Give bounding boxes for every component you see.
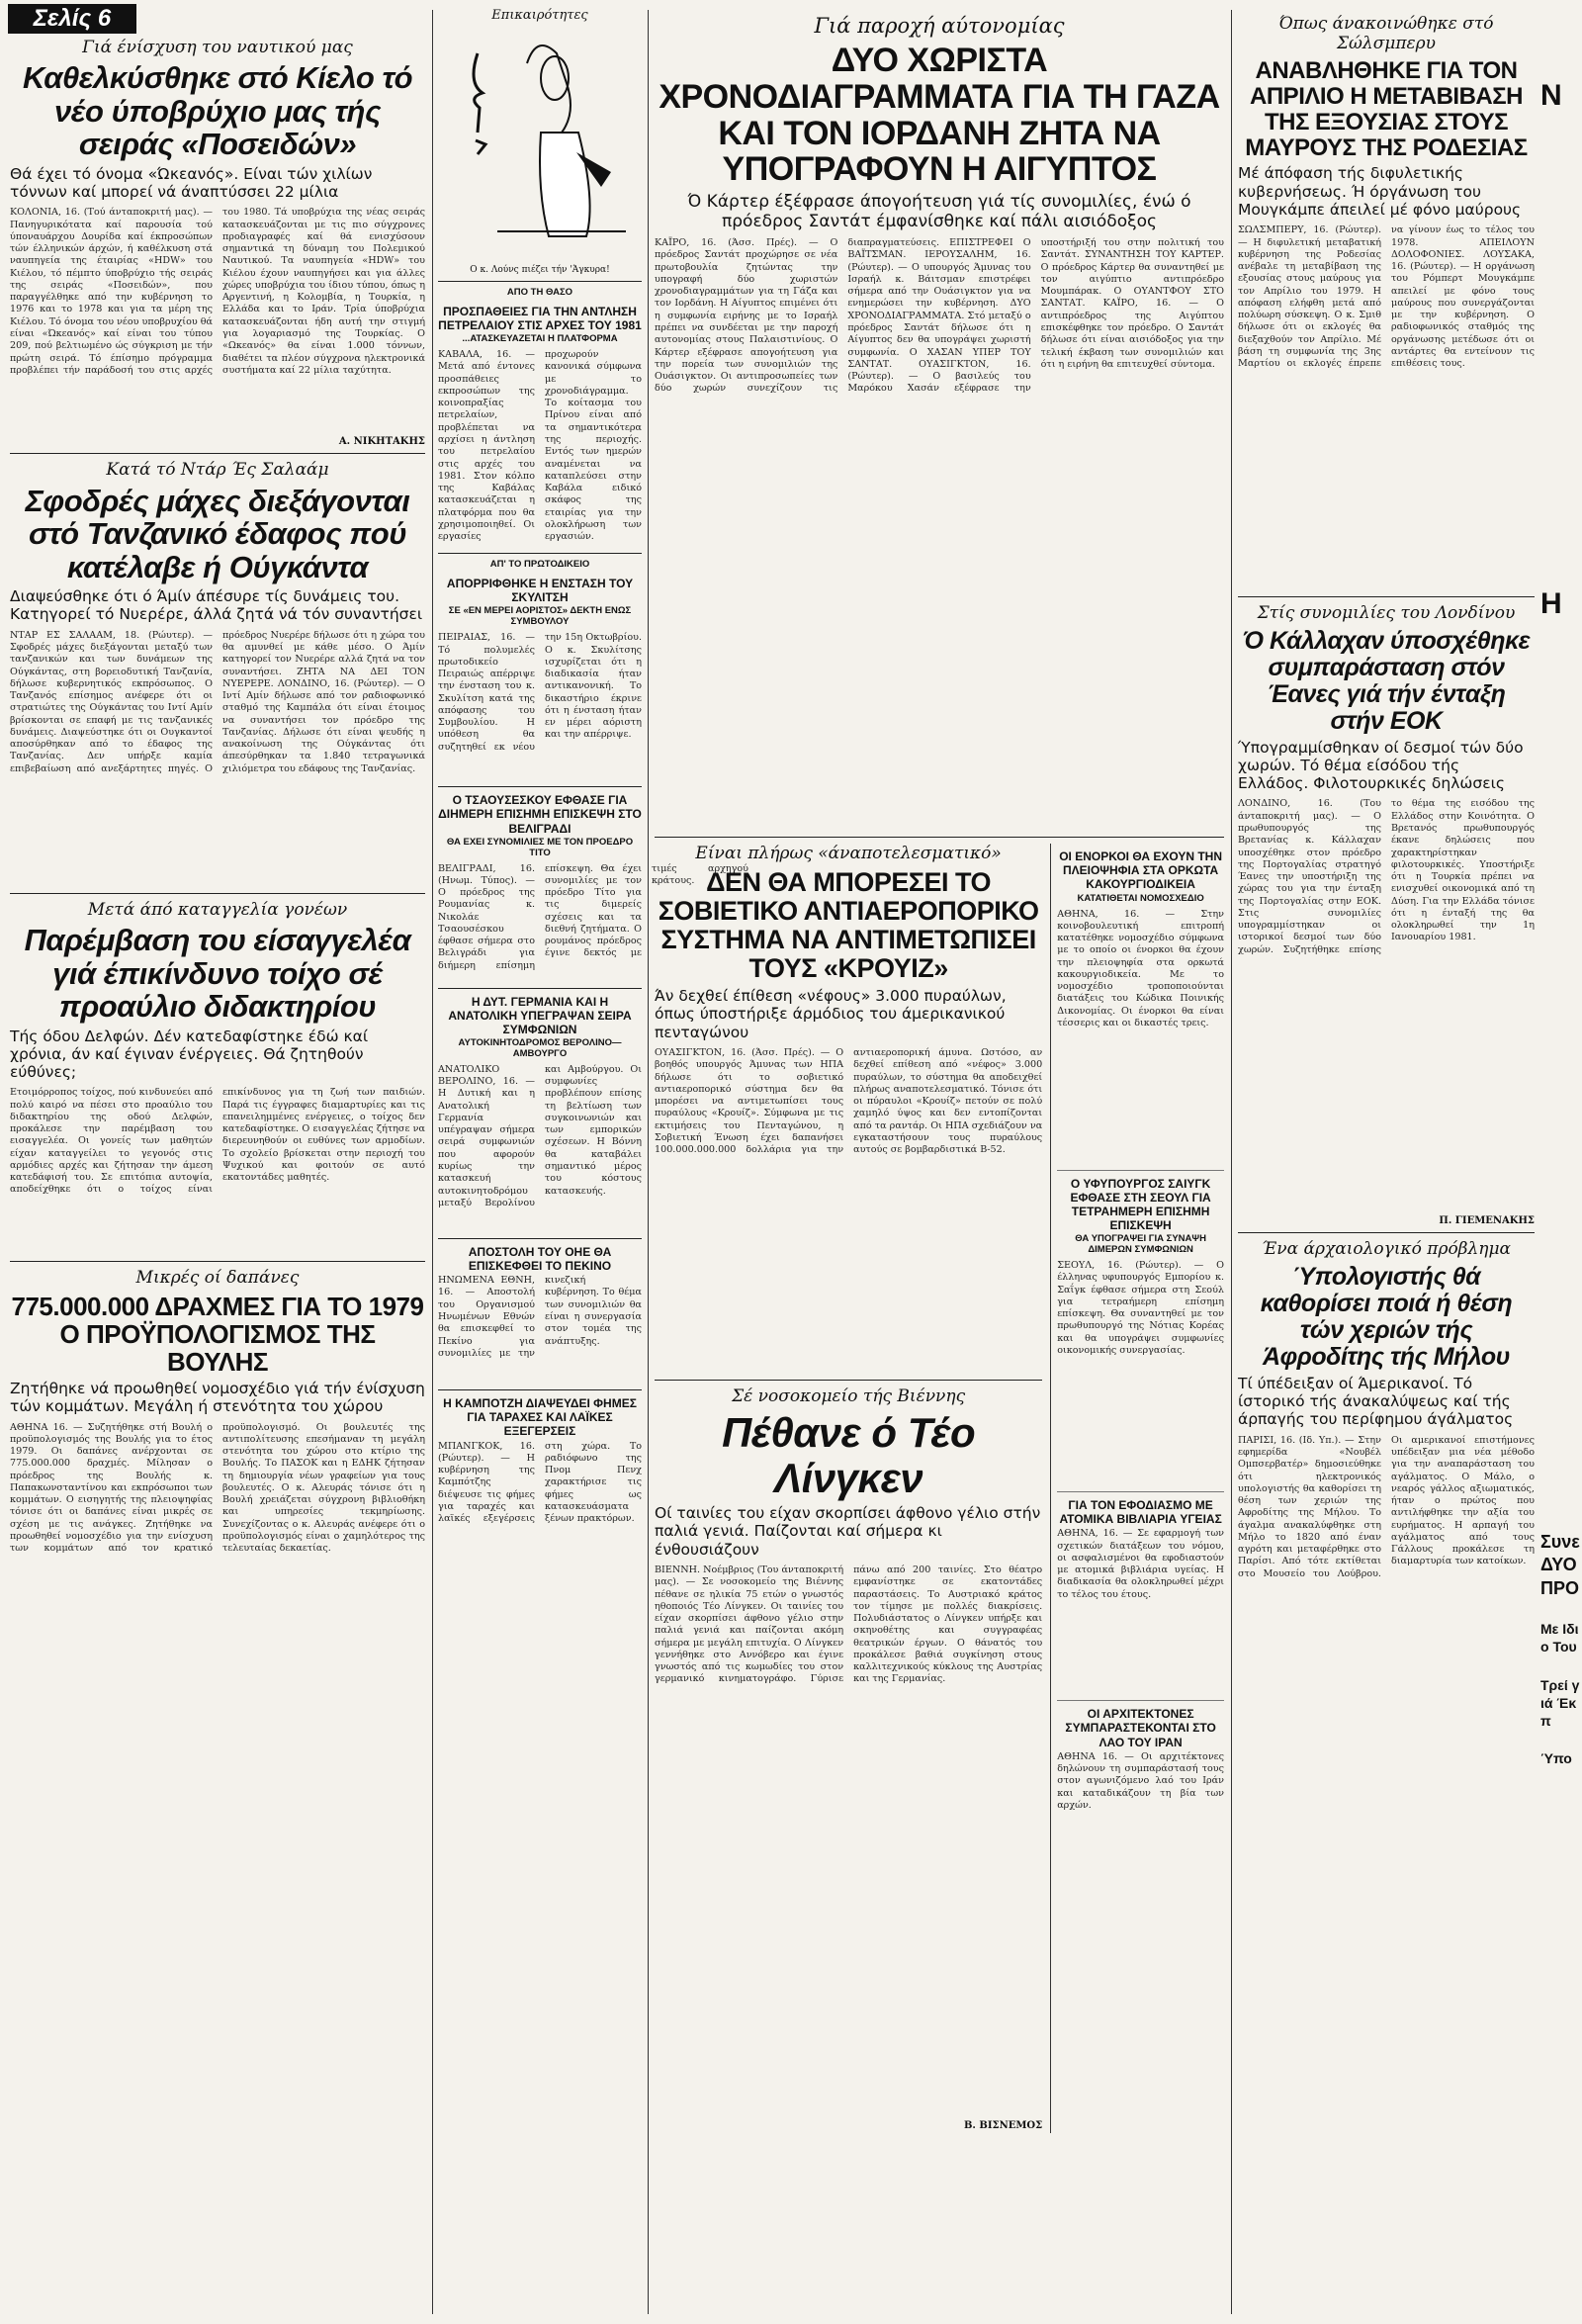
kicker: Είναι πλήρως «άναποτελεσματικό» — [695, 844, 1002, 864]
column-1 — [10, 38, 425, 2312]
fragment: Τρεί γιά Έκπ — [1540, 1676, 1580, 1729]
article-gaza-jordan — [655, 14, 1224, 831]
brief-body: ΑΝΑΤΟΛΙΚΟ ΒΕΡΟΛΙΝΟ, 16. — Η Δυτική και η Ανατολική Γερμανία υπέγραψαν σήμερα σειρά συμφωνιών που αφορούν κυρίως την κατασκευή αυτοκινητοδρόμου μεταξύ Βερολίνου και Αμβούργου. Οι συμφωνίες προβλέπουν επίσης τη βελτίωση των συγκοινωνιών και των εμπορικών σχέσεων. Η Βόννη θα καταβάλει σημαντικό μέρος του κόστους κατασκευής. — [438, 1063, 642, 1208]
divider — [438, 988, 642, 989]
byline: Α. ΝΙΚΗΤΑΚΗΣ — [338, 436, 425, 448]
brief-headline: ΑΠΟΡΡΙΦΘΗΚΕ Η ΕΝΣΤΑΣΗ ΤΟΥ ΣΚΥΛΙΤΣΗ — [446, 577, 634, 605]
article-tanzania — [10, 460, 425, 886]
fragment: Ύπο — [1540, 1750, 1572, 1767]
article-body: ΟΥΑΣΙΓΚΤΟΝ, 16. (Άσσ. Πρές). — Ο βοηθός υπουργός Άμυνας των ΗΠΑ δήλωσε ότι το σοβιετικό αντιαεροπορικό σύστημα δεν θα μπορέσει να αντιμετωπίσει τους πυραύλους «Κρουίζ». Σύμφωνα με τις εκτιμήσεις του Πενταγώνου, η Σοβιετική Ένωση έχει δαπανήσει 100.000.000.000 δολλάρια για την αντιαεροπορική άμυνα. Ωστόσο, αν δεχθεί επίθεση από «νέφος» 3.000 πυραύλων, το σύστημα θα αποδειχθεί πλήρως αναποτελεσματικό. Τόνισε ότι οι πύραυλοι «Κρουίζ» πετούν σε πολύ χαμηλό ύψος και δεν εντοπίζονται από τα ραντάρ. Οι ΗΠΑ σχεδιάζουν να εγκαταστήσουν τους πυραύλους αυτούς σε βομβαρδιστικά Β-52. — [655, 1047, 1043, 1156]
divider — [655, 837, 1224, 838]
brief-body: ΜΠΑΝΓΚΟΚ, 16. (Ρώυτερ). — Η κυβέρνηση της Καμπότζης διέψευσε τις φήμες για ταραχές και λαϊκές εξεγέρσεις στη χώρα. Το ραδιόφωνο της Πνομ Πενχ χαρακτήρισε τις φήμες ως κατασκευάσματα ξένων πρακτόρων. — [438, 1440, 642, 1525]
article-body: ΝΤΑΡ ΕΣ ΣΑΛΑΑΜ, 18. (Ρώυτερ). — Σφοδρές μάχες διεξάγονται μεταξύ των τανζανικών και των δυνάμεων της Ούγκάντας, στη βορειοδυτική Τανζανία, δήλωσε κυβερνητικός εκπρόσωπος. Ο Τανζανός επίσημος ανέφερε ότι οι στρατιώτες της Ούγκάντας του Ιντί Αμίν βρίσκονται σε επαφή με τις τανζανικές δυνάμεις. Διαψεύστηκε ότι οι Ουγκαντοί αποσύρθηκαν από το έδαφος της Τανζανίας. Δεν υπήρξε καμία επιβεβαίωση από ανεξάρτητες πηγές. Ο πρόεδρος Νυερέρε δήλωσε ότι η χώρα του θα αμυνθεί με κάθε μέσο. Ο Άμίν κατηγορεί τον Νυερέρε αλλά ζητά να τον συναντήσει. ΖΗΤΑ ΝΑ ΔΕΙ ΤΟΝ ΝΥΕΡΕΡΕ. ΛΟΝΔΙΝΟ, 16. (Ρώυτερ). — Ο Ιντί Αμίν δήλωσε από τον ραδιοφωνικό σταθμό της Καμπάλα ότι είναι έτοιμος να συναντήσει τον πρόεδρο της Τανζανίας. Δήλωσε ότι είναι ψευδής η ανακοίνωση της Ούγκάντας ότι άπεσύρθηκαν τα 1.840 τετραγωνικά χιλιόμετρα του εδάφους της Τανζανίας. — [10, 629, 425, 774]
brief-jurors — [1057, 849, 1224, 1165]
article-body: ΣΩΛΣΜΠΕΡΥ, 16. (Ρώυτερ). — Η διφυλετική μεταβατική κυβέρνηση της Ροδεσίας ανέβαλε τη μεταβίβαση της εξουσίας στους μαύρους για τον Απρίλιο του 1979. Η απόφαση ελήφθη μετά από πολύωρη σύσκεψη. Ο κ. Σμιθ δήλωσε ότι οι εκλογές θα διεξαχθούν τον Απρίλιο. Μέ βάση τη συμφωνία της 3ης Μαρτίου οι εκλογές έπρεπε να γίνουν έως το τέλος του 1978. ΑΠΕΙΛΟΥΝ ΔΟΛΟΦΟΝΙΕΣ. ΛΟΥΣΑΚΑ, 16. (Ρώυτερ). — Η οργάνωση του Ρόμπερτ Μουγκάμπε απειλεί με φόνο τους μαύρους που συνεργάζονται με την κυβέρνηση. Ο ραδιοφωνικός σταθμός της οργάνωσης μετέδωσε ότι οι αντάρτες θα εντείνουν τις επιθέσεις τους. — [1238, 224, 1535, 370]
article-body: ΑΘΗΝΑ 16. — Συζητήθηκε στή Βουλή ο προϋπολογισμός της Βουλής για το έτος 1979. Οι δαπάνες ανέρχονται σε 775.000.000 δραχμές. Μίλησαν ο πρόεδρος της Βουλής κ. Παπακωνσταντίνου και εκπρόσωποι των κομμάτων. Ο εισηγητής της πλειοψηφίας τόνισε ότι οι δαπάνες είναι μικρές σε σχέση με τις ανάγκες. Ζητήθηκε να προωθηθεί νομοσχέδιο για την ενίσχυση των κομμάτων από τον κρατικό προϋπολογισμό. Οι βουλευτές της αντιπολίτευσης επεσήμαναν τη μεγάλη στενότητα του χώρου στο κτίριο της Βουλής. Το ΠΑΣΟΚ και η ΕΔΗΚ ζήτησαν τη δημιουργία νέων γραφείων για τους βουλευτές. Ο κ. Αλευράς τόνισε ότι η Βουλή χρειάζεται σύγχρονη βιβλιοθήκη και υπηρεσίες τεκμηρίωσης. Συνεχίζοντας ο κ. Αλευράς ανέφερε ότι ο προϋπολογισμός είναι ο χαμηλότερος της τελευταίας δεκαετίας. — [10, 1421, 425, 1555]
deck: Ό Κάρτερ έξέφρασε άπογοήτευση γιά τίς συνομιλίες, ένώ ό πρόεδρος Σαντάτ έμφανίσθηκε καί πάλι αισιόδοξος — [687, 192, 1191, 232]
deck: Οί ταινίες του είχαν σκορπίσει άφθονο γέλιο στήν παλιά γενιά. Παίζονται καί σήμερα κι ένθουσιάζουν — [655, 1504, 1041, 1559]
brief-headline: ΟΙ ΕΝΟΡΚΟΙ ΘΑ ΕΧΟΥΝ ΤΗΝ ΠΛΕΙΟΨΗΦΙΑ ΣΤΑ ΟΡΚΩΤΑ ΚΑΚΟΥΡΓΙΟΔΙΚΕΙΑ — [1059, 849, 1222, 892]
brief-body: ΑΘΗΝΑ, 16. — Στην κοινοβουλευτική επιτροπή κατατέθηκε νομοσχέδιο σύμφωνα με το οποίο οι ένορκοι θα έχουν την πλειοψηφία στα ορκωτά κακουργιοδικεία. Με το νομοσχέδιο τροποποιούνται διατάξεις του Κώδικα Ποινικής Δικονομίας. Οι ένορκοι θα είναι τέσσερις και οι δικαστές τρεις. — [1057, 908, 1224, 1028]
article-rhodesia — [1238, 14, 1535, 590]
divider — [655, 1380, 1042, 1381]
article-theo-lingen — [655, 1386, 1042, 2131]
brief-thasos — [438, 288, 642, 547]
article-school-wall — [10, 900, 425, 1256]
divider — [1057, 1170, 1224, 1171]
brief-seoul — [1057, 1177, 1224, 1487]
brief-body: ΑΘΗΝΑ 16. — Οι αρχιτέκτονες δηλώνουν τη συμπαράστασή τους στον αγωνιζόμενο λαό του Ιράν και καταδικάζουν τη βία των αρχών. — [1057, 1750, 1224, 1811]
article-body: ΛΟΝΔΙΝΟ, 16. (Του άνταποκριτή μας). — Ο πρωθυπουργός της Βρετανίας κ. Κάλλαχαν υποσχέθηκε στον πρόεδρο της Πορτογαλίας στρατηγό Έανες την υποστήριξη της χώρας του για την ένταξη της Πορτογαλίας στην ΕΟΚ. Στις συνομιλίες υπογραμμίστηκαν οι ιστορικοί δεσμοί των δύο χωρών. Συζητήθηκε επίσης το θέμα της εισόδου της Ελλάδος στην Κοινότητα. Ο Βρετανός πρωθυπουργός έκανε δηλώσεις που χαρακτηρίστηκαν φιλοτουρκικές. Υποστήριξε ότι η Τουρκία πρέπει να ενισχυθεί οικονομικά από τη Δύση. Για την Ελλάδα τόνισε ότι η ένταξή της θα ολοκληρωθεί την 1η Ιανουαρίου 1981. — [1238, 798, 1535, 955]
divider — [438, 1389, 642, 1390]
brief-sub: ΣΕ «ΕΝ ΜΕΡΕΙ ΑΟΡΙΣΤΟΣ» ΔΕΚΤΗ ΕΝΩΣ ΣΥΜΒΟΥΛΟΥ — [448, 605, 632, 628]
cartoon-drawing — [438, 24, 642, 261]
brief-body: ΚΑΒΑΛΑ, 16. — Μετά από έντονες προσπάθειες εκπροσώπων της κοινοπραξίας πετρελαίων, προβλέπεται να αρχίσει η άντληση του πετρελαίου στις αρχές του 1981. Στον κόλπο της Καβάλας κατασκευάζεται η πλατφόρμα που θα χρησιμοποιηθεί. Οι εργασίες προχωρούν κανονικά σύμφωνα με το χρονοδιάγραμμα. Το κοίτασμα του Πρίνου είναι από τα σημαντικότερα της περιοχής. Εντός των ημερών αναμένεται να καταπλεύσει στην Καβάλα ειδικό σκάφος της εταιρίας για την ολοκλήρωση των εργασιών. — [438, 349, 642, 543]
divider — [10, 893, 425, 894]
cartoon — [438, 8, 642, 275]
divider — [438, 553, 642, 554]
column-rule — [432, 10, 433, 2314]
deck: Διαψεύσθηκε ότι ό Άμίν άπέσυρε τίς δυνάμεις του. Κατηγορεί τό Νυερέρε, άλλά ζητά νά τόν συναντήσει — [10, 587, 423, 624]
article-body: Ετοιμόρροπος τοίχος, πού κινδυνεύει από πολύ καιρό να πέσει στο προαύλιο του διδακτηρίου της οδού Δελφών, προκάλεσε την παρέμβαση του εισαγγελέα. Οι γονείς των μαθητών είχαν καταγγείλει το γεγονός στις αρμόδιες αρχές και ζήτησαν την άμεση κατεδάφισή του. Σε επιτόπια αυτοψία, αποδείχθηκε ότι ο τοίχος είναι επικίνδυνος για τη ζωή των παιδιών. Παρά τις έγγραφες διαμαρτυρίες και τις επανειλημμένες ενέργειες, ο τοίχος δεν κατεδαφίστηκε. Ο εισαγγελέας ζήτησε να διερευνηθούν οι ευθύνες των αρμοδίων. Το σχολείο βρίσκεται στην περιοχή του Ψυχικού και φοιτούν σε αυτό εκατοντάδες μαθητές. — [10, 1087, 425, 1196]
article-cruise-missiles — [655, 844, 1042, 1374]
divider — [1238, 596, 1535, 597]
column-2 — [438, 8, 748, 2312]
divider — [1057, 1491, 1224, 1492]
column-5 — [1238, 14, 1535, 2312]
brief-body: ΒΕΛΙΓΡΑΔΙ, 16. (Ηνωμ. Τύπος). — Ο πρόεδρος της Ρουμανίας κ. Νικολάε Τσαουσέσκου έφθασε σήμερα στο Βελιγράδι για διήμερη επίσημη επίσκεψη. Θα έχει συνομιλίες με τον πρόεδρο Τίτο για τις διμερείς σχέσεις και τα διεθνή ζητήματα. Ο ρουμάνος πρόεδρος έγινε δεκτός με τιμές αρχηγού κράτους. — [438, 862, 748, 971]
divider — [1057, 1700, 1224, 1701]
column-4 — [1050, 844, 1224, 2133]
column-rule — [648, 10, 649, 2314]
brief-court — [438, 560, 642, 780]
article-aphrodite — [1238, 1239, 1535, 2067]
kicker: Μικρές οί δαπάνες — [135, 1268, 300, 1289]
headline: Ό Κάλλαχαν ύποσχέθηκε συμπαράσταση στόν Έανες γιά τήν ένταξη στήν ΕΟΚ — [1242, 626, 1531, 735]
byline: Β. ΒΙΣΝΕΜΟΣ — [963, 2119, 1043, 2131]
headline: ΔΕΝ ΘΑ ΜΠΟΡΕΣΕΙ ΤΟ ΣΟΒΙΕΤΙΚΟ ΑΝΤΙΑΕΡΟΠΟΡΙΚΟ ΣΥΣΤΗΜΑ ΝΑ ΑΝΤΙΜΕΤΩΠΙΣΕΙ ΤΟΥΣ «ΚΡΟΥΙΖ» — [658, 866, 1039, 984]
brief-body: ΗΝΩΜΕΝΑ ΕΘΝΗ, 16. — Αποστολή του Οργανισμού Ηνωμένων Εθνών θα επισκεφθεί το Πεκίνο για συνομιλίες με την κινεζική κυβέρνηση. Το θέμα των συνομιλιών θα είναι η συνεργασία στον τομέα της ανάπτυξης. — [438, 1275, 642, 1359]
deck: Ύπογραμμίσθηκαν οί δεσμοί τών δύο χωρών. Τό θέμα είσόδου τής Ελλάδος. Φιλοτουρκικές δηλώσεις — [1238, 738, 1524, 793]
cartoon-label: Επικαιρότητες — [491, 8, 588, 23]
brief-headline: ΓΙΑ ΤΟΝ ΕΦΟΔΙΑΣΜΟ ΜΕ ΑΤΟΜΙΚΑ ΒΙΒΛΙΑΡΙΑ ΥΓΕΙΑΣ — [1059, 1498, 1222, 1527]
headline: ΑΝΑΒΛΗΘΗΚΕ ΓΙΑ ΤΟΝ ΑΠΡΙΛΙΟ Η ΜΕΤΑΒΙΒΑΣΗ ΤΗΣ ΕΞΟΥΣΙΑΣ ΣΤΟΥΣ ΜΑΥΡΟΥΣ ΤΗΣ ΡΟΔΕΣΙΑΣ — [1245, 56, 1528, 161]
brief-headline: ΑΠΟΣΤΟΛΗ ΤΟΥ ΟΗΕ ΘΑ ΕΠΙΣΚΕΦΘΕΙ ΤΟ ΠΕΚΙΝΟ — [468, 1244, 612, 1274]
fragment: Η — [1540, 587, 1562, 620]
kicker: Γιά παροχή αύτονομίας — [814, 14, 1065, 38]
article-body: ΒΙΕΝΝΗ. Νοέμβριος (Του άνταποκριτή μας). — Σε νοσοκομείο της Βιέννης πέθανε σε ηλικία 75 ετών ο γνωστός ηθοποιός Τέο Λίνγκεν. Οι ταινίες του είχαν σκορπίσει άφθονο γέλιο στην παλιά γενιά και παίζονται ακόμη σήμερα με μεγάλη επιτυχία. Ο Λίνγκεν γεννήθηκε στο Αννόβερο και έγινε γνωστός από τις κωμωδίες του στον γερμανικό κινηματογράφο. Γύρισε πάνω από 200 ταινίες. Στο θέατρο εμφανίστηκε σε εκατοντάδες παραστάσεις. Το Αυστριακό κράτος τον τίμησε με πολλές διακρίσεις. Πολυδιάστατος ο Λίνγκεν υπήρξε και σκηνοθέτης και συγγραφέας θεατρικών έργων. Ο θάνατός του προκάλεσε βαθιά συγκίνηση στους καλλιτεχνικούς κύκλους της Αυστρίας και της Γερμανίας. — [655, 1564, 1043, 1685]
kicker: Ένα άρχαιολογικό πρόβλημα — [1261, 1239, 1511, 1260]
brief-pre: ΑΠ' ΤΟ ΠΡΩΤΟΔΙΚΕΙΟ — [489, 559, 590, 571]
brief-headline: Η ΔΥΤ. ΓΕΡΜΑΝΙΑ ΚΑΙ Η ΑΝΑΤΟΛΙΚΗ ΥΠΕΓΡΑΨΑΝ ΣΕΙΡΑ ΣΥΜΦΩΝΙΩΝ — [448, 994, 632, 1036]
article-body: ΠΑΡΙΣΙ, 16. (Ιδ. Υπ.). — Στην εφημερίδα «Νουβέλ Ομπσερβατέρ» δημοσιεύθηκε ότι ηλεκτρονικός υπολογιστής θα καθορίσει τη θέση των χεριών της Αφροδίτης της Μήλου. Το άγαλμα ανακαλύφθηκε στη Μήλο το 1820 από έναν αγρότη και μεταφέρθηκε στο Παρίσι. Από τότε εκτίθεται στο Μουσείο του Λούβρου. Οι αμερικανοί επιστήμονες υπέδειξαν μια νέα μέθοδο για την αναπαράσταση του αγάλματος. Ο Μάλο, ο νεαρός γάλλος αξιωματικός, ήταν ο πρώτος που αντιλήφθηκε την αξία του ευρήματος. Η αρπαγή του αγάλματος από τους Γάλλους προκάλεσε τη διαμαρτυρία των κατοίκων. — [1238, 1434, 1535, 1579]
byline: Π. ΓΙΕΜΕΝΑΚΗΣ — [1439, 1215, 1535, 1227]
brief-body: ΠΕΙΡΑΙΑΣ, 16. — Τό πολυμελές πρωτοδικείο Πειραιώς απέρριψε την ένσταση του κ. Σκυλίτση κατά της απόφασης του Συμβουλίου. Η υπόθεση θα συζητηθεί εκ νέου την 15η Οκτωβρίου. Ο κ. Σκυλίτσης ισχυρίζεται ότι η διαδικασία ήταν αντικανονική. Το δικαστήριο έκρινε ότι η ένσταση ήταν εν μέρει αόριστη και την απέρριψε. — [438, 632, 642, 753]
brief-headline: ΟΙ ΑΡΧΙΤΕΚΤΟΝΕΣ ΣΥΜΠΑΡΑΣΤΕΚΟΝΤΑΙ ΣΤΟ ΛΑΟ ΤΟΥ ΙΡΑΝ — [1065, 1707, 1216, 1749]
brief-architects — [1057, 1707, 1224, 1919]
brief-cambodia — [438, 1396, 642, 1608]
headline: Καθελκύσθηκε στό Κίελο τό νέο ύποβρύχιο μας τής σειράς «Ποσειδών» — [22, 60, 413, 162]
cartoon-caption: Ο κ. Λούνς πιέζει τήν 'Άγκυρα! — [470, 264, 610, 275]
deck: Τί ύπέδειξαν οί Άμερικανοί. Τό ίστορικό τής άνακαλύψεως καί τής άρπαγής του περίφημου άγάλματος — [1238, 1374, 1514, 1429]
brief-body: ΑΘΗΝΑ, 16. — Σε εφαρμογή των σχετικών διατάξεων του νόμου, οι ασφαλισμένοι θα εφοδιαστούν με ατομικά βιβλιάρια υγείας. Η διαδικασία θα ολοκληρωθεί μέχρι το τέλος του έτους. — [1057, 1528, 1224, 1600]
deck: Άν δεχθεί έπίθεση «νέφους» 3.000 πυραύλων, όπως ύποστήριξε άρμόδιος του άμερικανικού πενταγώνου — [655, 987, 1007, 1041]
headline: ΔΥΟ ΧΩΡΙΣΤΑ ΧΡΟΝΟΔΙΑΓΡΑΜΜΑΤΑ ΓΙΑ ΤΗ ΓΑΖΑ ΚΑΙ ΤΟΝ ΙΟΡΔΑΝΗ ΖΗΤΑ ΝΑ ΥΠΟΓΡΑΦΟΥΝ Η ΑΙΓΥΠΤΟΣ — [659, 42, 1220, 189]
brief-sub: ΘΑ ΥΠΟΓΡΑΨΕΙ ΓΙΑ ΣΥΝΑΨΗ ΔΙΜΕΡΩΝ ΣΥΜΦΩΝΙΩΝ — [1075, 1233, 1206, 1256]
brief-pre: ΑΠΟ ΤΗ ΘΑΣΟ — [506, 287, 573, 298]
brief-headline: Ο ΥΦΥΠΟΥΡΓΟΣ ΣΑΙΥΓΚ ΕΦΘΑΣΕ ΣΤΗ ΣΕΟΥΛ ΓΙΑ ΤΕΤΡΑΗΜΕΡΗ ΕΠΙΣΗΜΗ ΕΠΙΣΚΕΨΗ — [1070, 1176, 1211, 1233]
kicker: Μετά άπό καταγγελία γονέων — [87, 899, 348, 920]
fragment: Συνε ΔΥΟ ΠΡΟ — [1540, 1532, 1580, 1598]
brief-un-peking — [438, 1245, 642, 1384]
fragment: Με Ιδιο Του — [1540, 1621, 1579, 1655]
kicker: Στίς συνομιλίες του Λονδίνου — [1257, 603, 1516, 624]
brief-ceausescu — [438, 793, 748, 981]
brief-sub: ΑΥΤΟΚΙΝΗΤΟΔΡΟΜΟΣ ΒΕΡΟΛΙΝΟ—ΑΜΒΟΥΡΓΟ — [458, 1037, 622, 1059]
kicker: Γιά ένίσχυση του ναυτικού μας — [82, 38, 353, 57]
kicker: Όπως άνακοινώθηκε στό Σώλσμπερυ — [1278, 14, 1494, 54]
kicker: Κατά τό Ντάρ Ές Σαλαάμ — [106, 460, 329, 481]
divider — [438, 1238, 642, 1239]
brief-sub: ...ΑΤΑΣΚΕΥΑΖΕΤΑΙ Η ΠΛΑΤΦΟΡΜΑ — [462, 333, 618, 345]
divider — [10, 1261, 425, 1262]
brief-health-books — [1057, 1498, 1224, 1696]
brief-body: ΣΕΟΥΛ, 16. (Ρώυτερ). — Ο έλληνας υφυπουργός Εμπορίου κ. Σαΐγκ έφθασε σήμερα στη Σεούλ για τετραήμερη επίσημη επίσκεψη. Θα συναντηθεί με τον πρωθυπουργό της Νότιας Κορέας και θα υπογράψει συμφωνίες οικονομικής συνεργασίας. — [1057, 1260, 1224, 1356]
article-submarine — [10, 38, 425, 447]
brief-headline: Ο ΤΣΑΟΥΣΕΣΚΟΥ ΕΦΘΑΣΕ ΓΙΑ ΔΙΗΜΕΡΗ ΕΠΙΣΗΜΗ ΕΠΙΣΚΕΨΗ ΣΤΟ ΒΕΛΙΓΡΑΔΙ — [438, 793, 642, 836]
divider — [438, 281, 642, 282]
brief-sub: ΘΑ ΕΧΕΙ ΣΥΝΟΜΙΛΙΕΣ ΜΕ ΤΟΝ ΠΡΟΕΔΡΟ ΤΙΤΟ — [446, 836, 634, 858]
brief-sub: ΚΑΤΑΤΙΘΕΤΑΙ ΝΟΜΟΣΧΕΔΙΟ — [1077, 892, 1204, 904]
brief-headline: ΠΡΟΣΠΑΘΕΙΕΣ ΓΙΑ ΤΗΝ ΑΝΤΛΗΣΗ ΠΕΤΡΕΛΑΙΟΥ ΣΤΙΣ ΑΡΧΕΣ ΤΟΥ 1981 — [438, 304, 642, 333]
article-body: ΚΟΛΟΝΙΑ, 16. (Τού άνταποκριτή μας). — Πανηγυρικότατα καί παρουσία τού ύποναυάρχου Δουρίδα καί έκπροσώπων τών έλληνικών άρχών, ή καθέλκυση στά ναυπηγεία της έταιρίας «HDW» του Κιέλου, τό πέμπτο ύποβρύχιο τής σειράς της σειράς «Ποσειδών», που παραγγέλθηκε από την κυβέρνηση το 1976 και το 1978 και για τα μέρη της Κιέλου. Τό όνομα του νέου υποβρυχίου θά είναι «Ώκεανός» καί είναι του τύπου 209, πού βελτιωμένο ώς σύγκριση με τήν πρώτη σειρά. Τό έπίσημο πρόγραμμα προβλέπει τήν παράδοσή του στις αρχές του 1980. Τά υποβρύχια της νέας σειράς κατασκευάζονται με τις πιο σύγχρονες προδιαγραφές καί θά ενισχύσουν σημαντικά τη δύναμη του Πολεμικού Ναυτικού. Τα ναυπηγεία «HDW» του Κιέλου έχουν ναυπηγήσει και για άλλες χώρες υποβρύχια του ίδιου τύπου, όπως η Αργεντινή, η Κολομβία, η Τουρκία, η Ελλάδα και το Ιράν. Τρία ύποβρύχια κατασκευάζονται ήδη αυτή την στιγμή για λογαριασμό της Τουρκίας. Ο «Ωκεανός» θα είναι 1.000 τόννων, διαθέτει τα πλέον σύγχρονα ηλεκτρονικά συστήματα καί 22 μίλια ταχύτητα. — [10, 207, 425, 376]
fragment: Ν — [1540, 79, 1562, 112]
column-3 — [655, 14, 1224, 2312]
article-parliament-budget — [10, 1268, 425, 1975]
headline: 775.000.000 ΔΡΑΧΜΕΣ ΓΙΑ ΤΟ 1979 Ο ΠΡΟΫΠΟΛΟΓΙΣΜΟΣ ΤΗΣ ΒΟΥΛΗΣ — [11, 1291, 424, 1377]
article-body: ΚΑΪΡΟ, 16. (Άσσ. Πρές). — Ο πρόεδρος Σαντάτ προχώρησε σε νέα πρωτοβουλία ζητώντας την υπογραφή δύο χωριστών χρονοδιαγραμμάτων για τη Γάζα και τον Ιορδάνη. Η Αίγυπτος επιμένει ότι η συμφωνία ειρήνης με το Ισραήλ πρέπει να συνδέεται με την παροχή αυτονομίας στους Παλαιστινίους. Ο Κάρτερ εξέφρασε απογοήτευση για την πορεία των συνομιλιών της Ουάσιγκτον. Οι αντιπροσωπείες των δύο χωρών συνεχίζουν τις διαπραγματεύσεις. ΕΠΙΣΤΡΕΦΕΙ Ο ΒΑΪΤΣΜΑΝ. ΙΕΡΟΥΣΑΛΗΜ, 16. (Ρώυτερ). — Ο υπουργός Άμυνας του Ισραήλ κ. Βάιτσμαν επιστρέφει σήμερα από την Ουάσιγκτον για να ενημερώσει την κυβέρνηση. ΔΥΟ ΧΡΟΝΟΔΙΑΓΡΑΜΜΑΤΑ. Στό μεταξύ ο πρόεδρος Σαντάτ δήλωσε ότι η Αίγυπτος δεν θα υπογράψει χωριστή συμφωνία. Ο ΧΑΣΑΝ ΥΠΕΡ ΤΟΥ ΣΑΝΤΑΤ. ΟΥΑΣΙΓΚΤΟΝ, 16. (Ρώυτερ). — Ο βασιλεύς του Μαρόκου Χασάν εξέφρασε την υποστήριξή του στην πολιτική του Σαντάτ. ΣΥΝΑΝΤΗΣΗ ΤΟΥ ΚΑΡΤΕΡ. Ο πρόεδρος Κάρτερ θα συναντηθεί με τον αιγύπτιο αντιπρόεδρο Μουμπάρακ. Ο ΟΥΑΝΤΦΟΥ ΣΤΟ ΣΑΝΤΑΤ. ΚΑΪΡΟ, 16. — Ο αντιπρόεδρος της Αιγύπτου επισκέφθηκε τον πρόεδρο. Ο Σαντάτ δήλωσε ότι είναι αισιόδοξος για την τελική έκβαση των συνομιλιών και ότι η ειρήνη θα επιτευχθεί σύντομα. — [655, 237, 1224, 395]
deck: Ζητήθηκε νά προωθηθεί νομοσχέδιο γιά τήν ένίσχυση τών κομμάτων. Μεγάλη ή στενότητα του χώρου — [10, 1379, 425, 1416]
divider — [438, 786, 642, 787]
divider — [10, 453, 425, 454]
column-6-fragments — [1540, 20, 1580, 2314]
deck: Θά έχει τό όνομα «Ώκεανός». Είναι τών χιλίων τόννων καί μπορεί νά άναπτύσσει 22 μίλια — [10, 164, 373, 202]
headline: Σφοδρές μάχες διεξάγονται στό Τανζανικό έδαφος πού κατέλαβε ή Ούγκάντα — [25, 483, 410, 584]
deck: Μέ άπόφαση τής διφυλετικής κυβερνήσεως. Ή όργάνωση του Μουγκάμπε άπειλεί μέ φόνο μαύρους — [1238, 164, 1522, 219]
headline: Παρέμβαση του είσαγγελέα γιά έπικίνδυνο τοίχο σέ προαύλιο διδακτηρίου — [24, 923, 411, 1025]
headline: Πέθανε ό Τέο Λίνγκεν — [722, 1409, 976, 1501]
divider — [1238, 1232, 1535, 1233]
column-rule — [1231, 10, 1232, 2314]
page-label: Σελίς 6 — [8, 4, 136, 34]
brief-headline: Η ΚΑΜΠΟΤΖΗ ΔΙΑΨΕΥΔΕΙ ΦΗΜΕΣ ΓΙΑ ΤΑΡΑΧΕΣ ΚΑΙ ΛΑΪΚΕΣ ΕΞΕΓΕΡΣΕΙΣ — [443, 1396, 637, 1439]
article-callaghan — [1238, 603, 1535, 1226]
headline: Ύπολογιστής θά καθορίσει ποιά ή θέση τών χεριών τής Άφροδίτης τής Μήλου — [1260, 1262, 1513, 1371]
kicker: Σέ νοσοκομείο τής Βιέννης — [732, 1386, 966, 1407]
deck: Τής όδου Δελφών. Δέν κατεδαφίστηκε έδώ καί χρόνια, άν καί έγιναν ένέργειες. Θά ζητηθούν εύθύνες; — [10, 1027, 369, 1082]
brief-germany — [438, 995, 642, 1232]
